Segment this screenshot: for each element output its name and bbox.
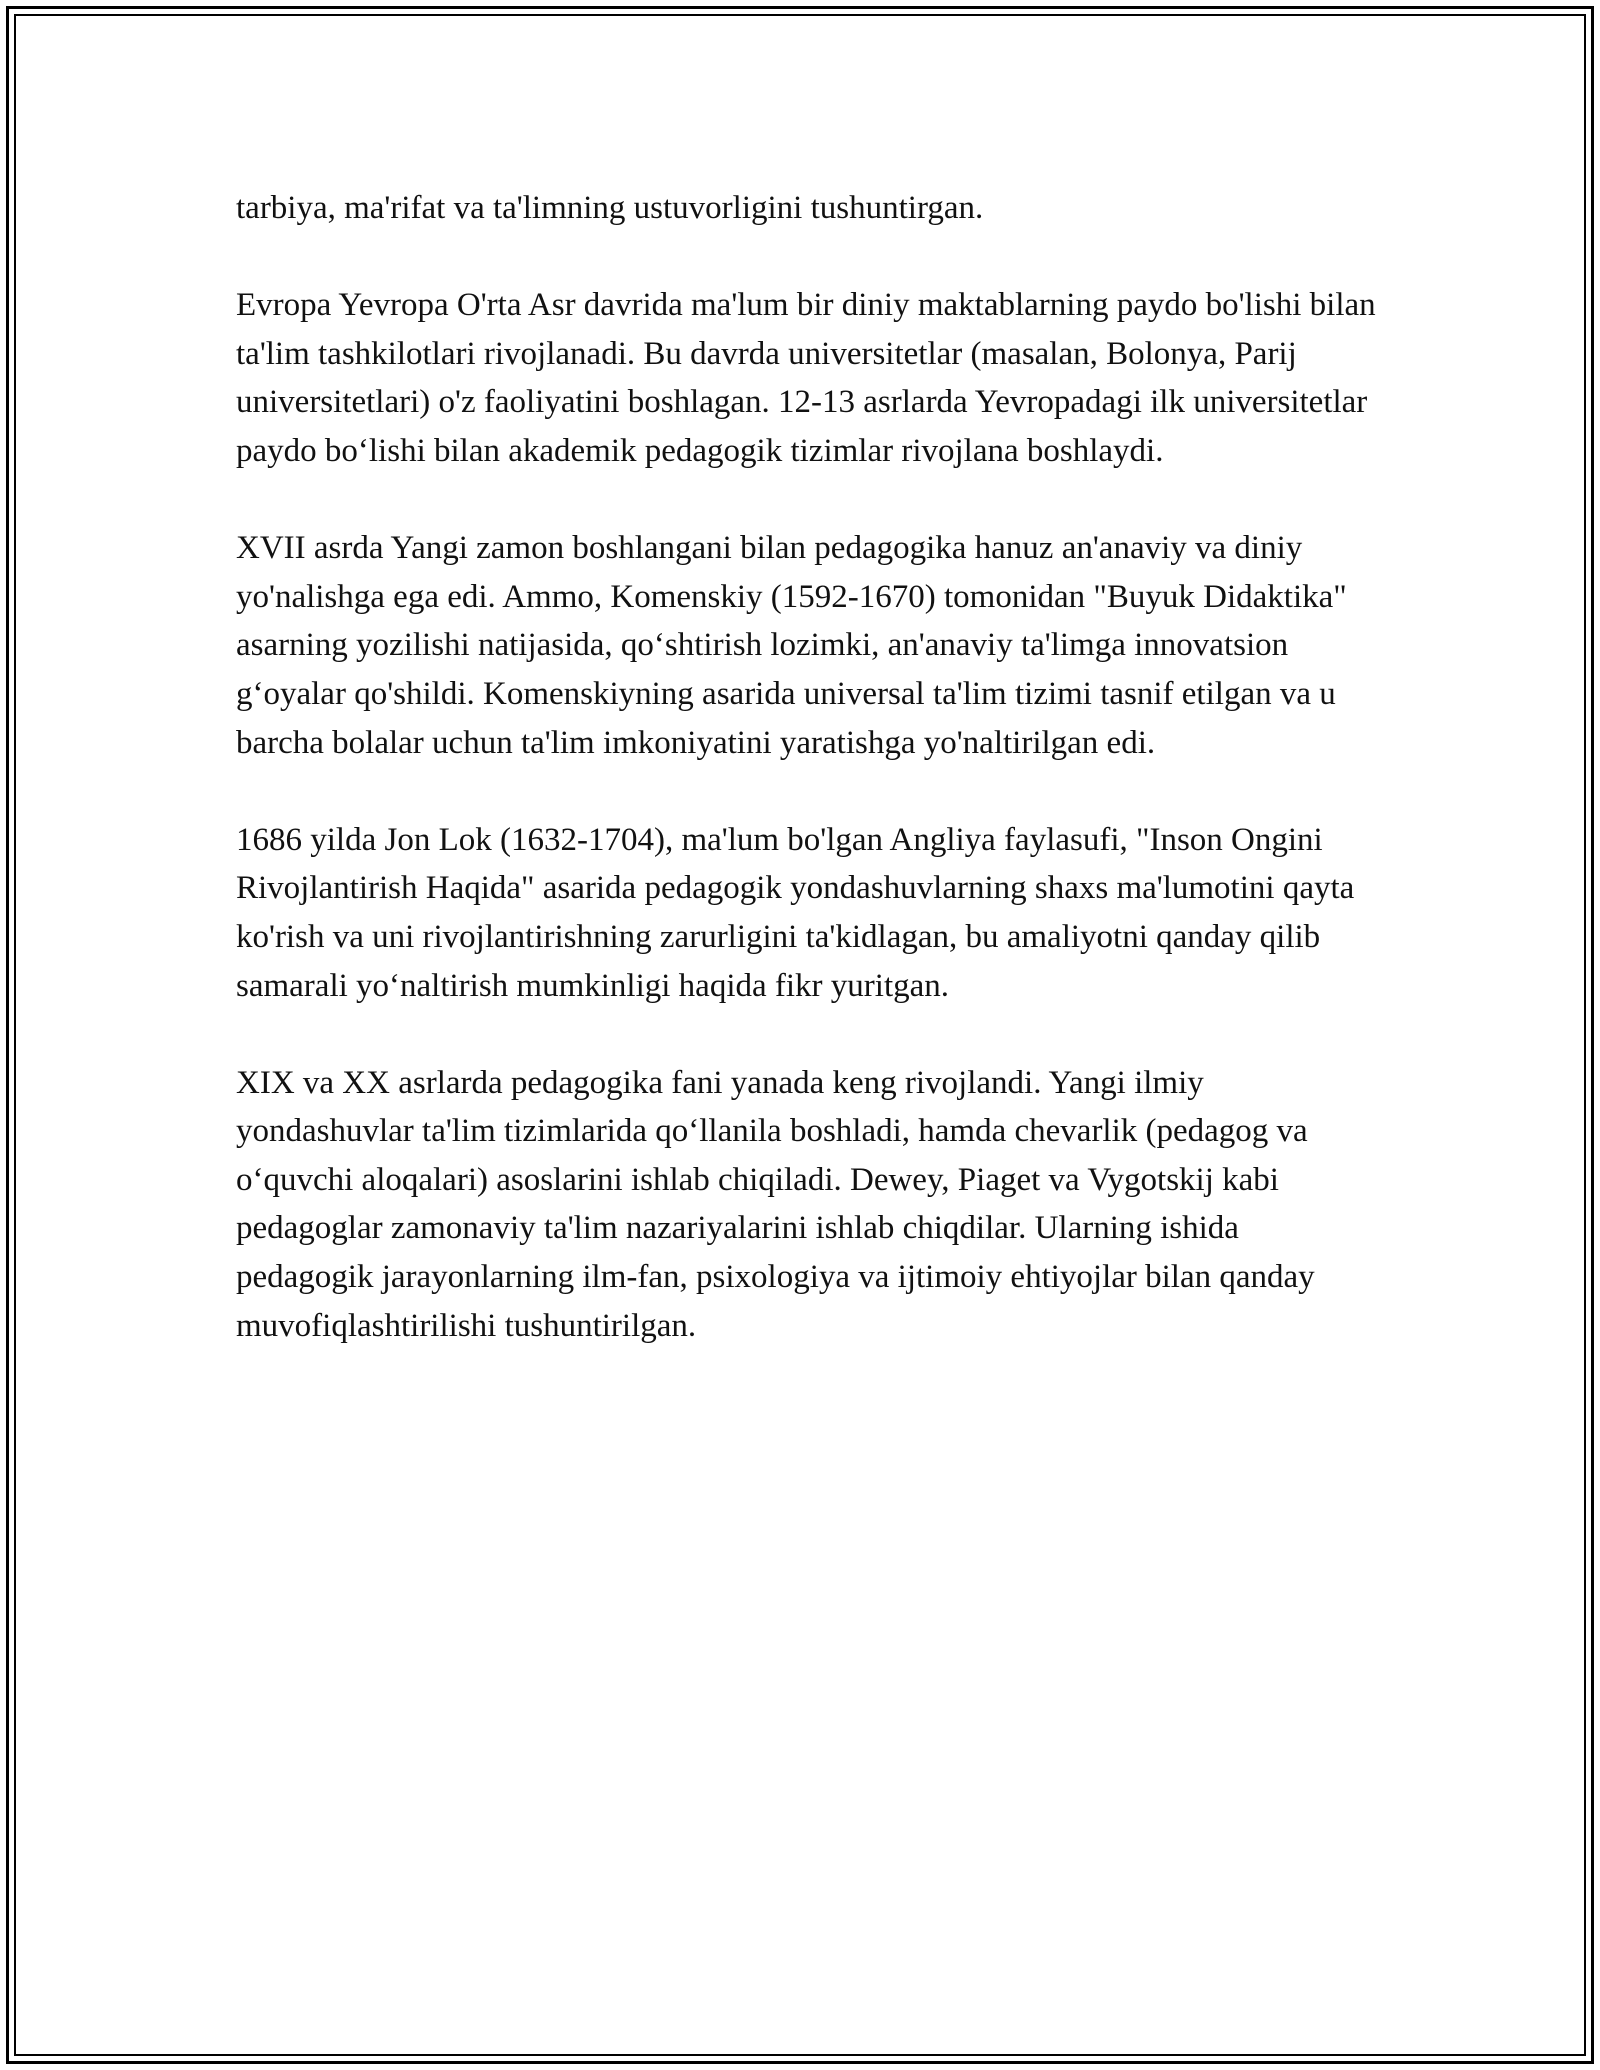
- paragraph-4: 1686 yilda Jon Lok (1632-1704), ma'lum bo'lgan Angliya faylasufi, "Inson Ongini Rivojlantirish Haqida" asarida pedagogik yondashuvlarning shaxs ma'lumotini qayta ko'rish va uni rivojlantirishning zarurligini ta'kidlagan, bu amaliyotni qanday qilib samarali yo‘naltirish mumkinligi haqida fikr yuritgan.: [236, 821, 1355, 1004]
- document-body: [236, 184, 1376, 1399]
- paragraph-3: XVII asrda Yangi zamon boshlangani bilan pedagogika hanuz an'anaviy va diniy yo'nalishga ega edi. Ammo, Komenskiy (1592-1670) tomonidan "Buyuk Didaktika" asarning yozilishi natijasida, qo‘shtirish lozimki, an'anaviy ta'limga innovatsion g‘oyalar qo'shildi. Komenskiyning asarida universal ta'lim tizimi tasnif etilgan va u barcha bolalar uchun ta'lim imkoniyatini yaratishga yo'naltirilgan edi.: [236, 530, 1347, 761]
- paragraph-2: Evropa Yevropa O'rta Asr davrida ma'lum bir diniy maktablarning paydo bo'lishi bilan ta'lim tashkilotlari rivojlanadi. Bu davrda universitetlar (masalan, Bolonya, Parij universitetlari) o'z faoliyatini boshlagan. 12-13 asrlarda Yevropadagi ilk universitetlar paydo bo‘lishi bilan akademik pedagogik tizimlar rivojlana boshlaydi.: [236, 287, 1376, 469]
- paragraph-5: XIX va XX asrlarda pedagogika fani yanada keng rivojlandi. Yangi ilmiy yondashuvlar ta'lim tizimlarida qo‘llanila boshladi, hamda chevarlik (pedagog va o‘quvchi aloqalari) asoslarini ishlab chiqiladi. Dewey, Piaget va Vygotskij kabi pedagoglar zamonaviy ta'lim nazariyalarini ishlab chiqdilar. Ularning ishida pedagogik jarayonlarning ilm-fan, psixologiya va ijtimoiy ehtiyojlar bilan qanday muvofiqlashtirilishi tushuntirilgan.: [236, 1064, 1315, 1344]
- paragraph-1: tarbiya, ma'rifat va ta'limning ustuvorligini tushuntirgan.: [236, 190, 984, 226]
